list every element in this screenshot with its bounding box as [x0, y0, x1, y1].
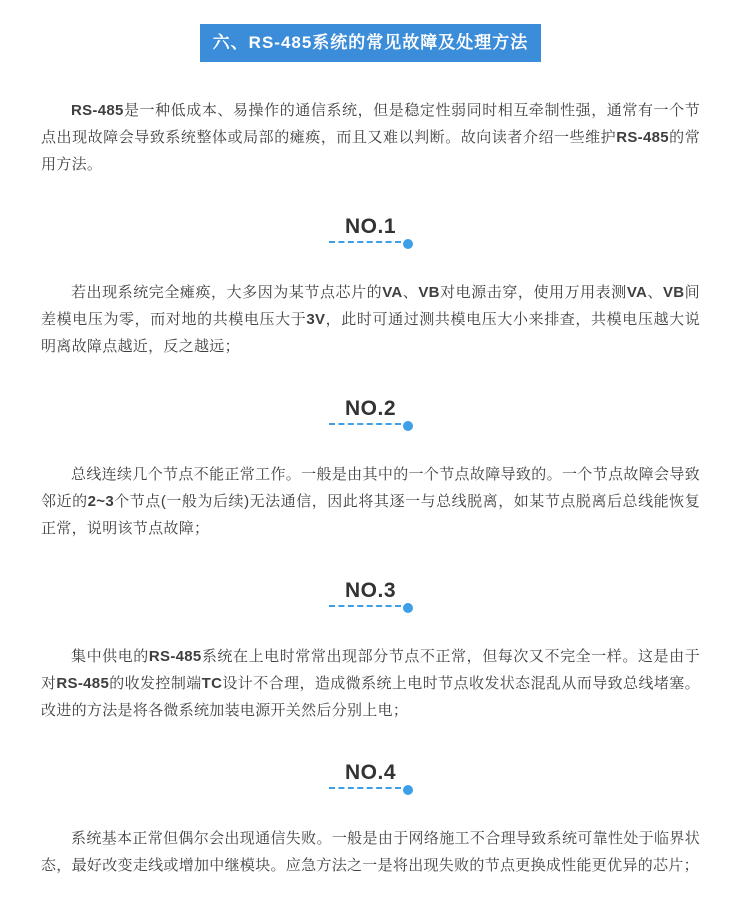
section-number-label: NO.3 [344, 579, 396, 602]
section-paragraph-no1: 若出现系统完全瘫痪，大多因为某节点芯片的VA、VB对电源击穿，使用万用表测VA、VB间差模电压为零，而对地的共模电压大于3V，此时可通过测共模电压大小来排查，共模电压越大说明离故障点越近，反之越远； [41, 284, 701, 355]
section-number-label: NO.4 [344, 761, 396, 784]
accent-dot-icon [403, 785, 413, 795]
section-number-label: NO.2 [344, 397, 396, 420]
section-heading-no3 [329, 580, 413, 611]
article-content [0, 97, 741, 879]
section-heading-no4 [329, 762, 413, 793]
section-paragraph-no2: 总线连续几个节点不能正常工作。一般是由其中的一个节点故障导致的。一个节点故障会导致邻近的2~3个节点(一般为后续)无法通信，因此将其逐一与总线脱离，如某节点脱离后总线能恢复正常，说明该节点故障； [41, 466, 700, 537]
dashed-line [329, 787, 401, 789]
section-paragraph-no3: 集中供电的RS-485系统在上电时常常出现部分节点不正常，但每次又不完全一样。这是由于对RS-485的收发控制端TC设计不合理，造成微系统上电时节点收发状态混乱从而导致总线堵塞。改进的方法是将各微系统加装电源开关然后分别上电； [41, 648, 700, 719]
intro-paragraph: RS-485是一种低成本、易操作的通信系统，但是稳定性弱同时相互牵制性强，通常有一个节点出现故障会导致系统整体或局部的瘫痪，而且又难以判断。故向读者介绍一些维护RS-485的常用方法。 [41, 102, 700, 173]
accent-dot-icon [403, 603, 413, 613]
dashed-line [329, 241, 401, 243]
section-title-banner: 六、RS-485系统的常见故障及处理方法 [200, 24, 541, 62]
section-number-label: NO.1 [344, 215, 396, 238]
heading-underline [329, 419, 413, 429]
section-paragraph-no4: 系统基本正常但偶尔会出现通信失败。一般是由于网络施工不合理导致系统可靠性处于临界状态，最好改变走线或增加中继模块。应急方法之一是将出现失败的节点更换成性能更优异的芯片； [41, 830, 700, 874]
heading-underline [329, 783, 413, 793]
dashed-line [329, 423, 401, 425]
dashed-line [329, 605, 401, 607]
article-page [0, 24, 741, 908]
heading-underline [329, 237, 413, 247]
accent-dot-icon [403, 239, 413, 249]
heading-underline [329, 601, 413, 611]
accent-dot-icon [403, 421, 413, 431]
section-heading-no2 [329, 398, 413, 429]
section-heading-no1 [329, 216, 413, 247]
